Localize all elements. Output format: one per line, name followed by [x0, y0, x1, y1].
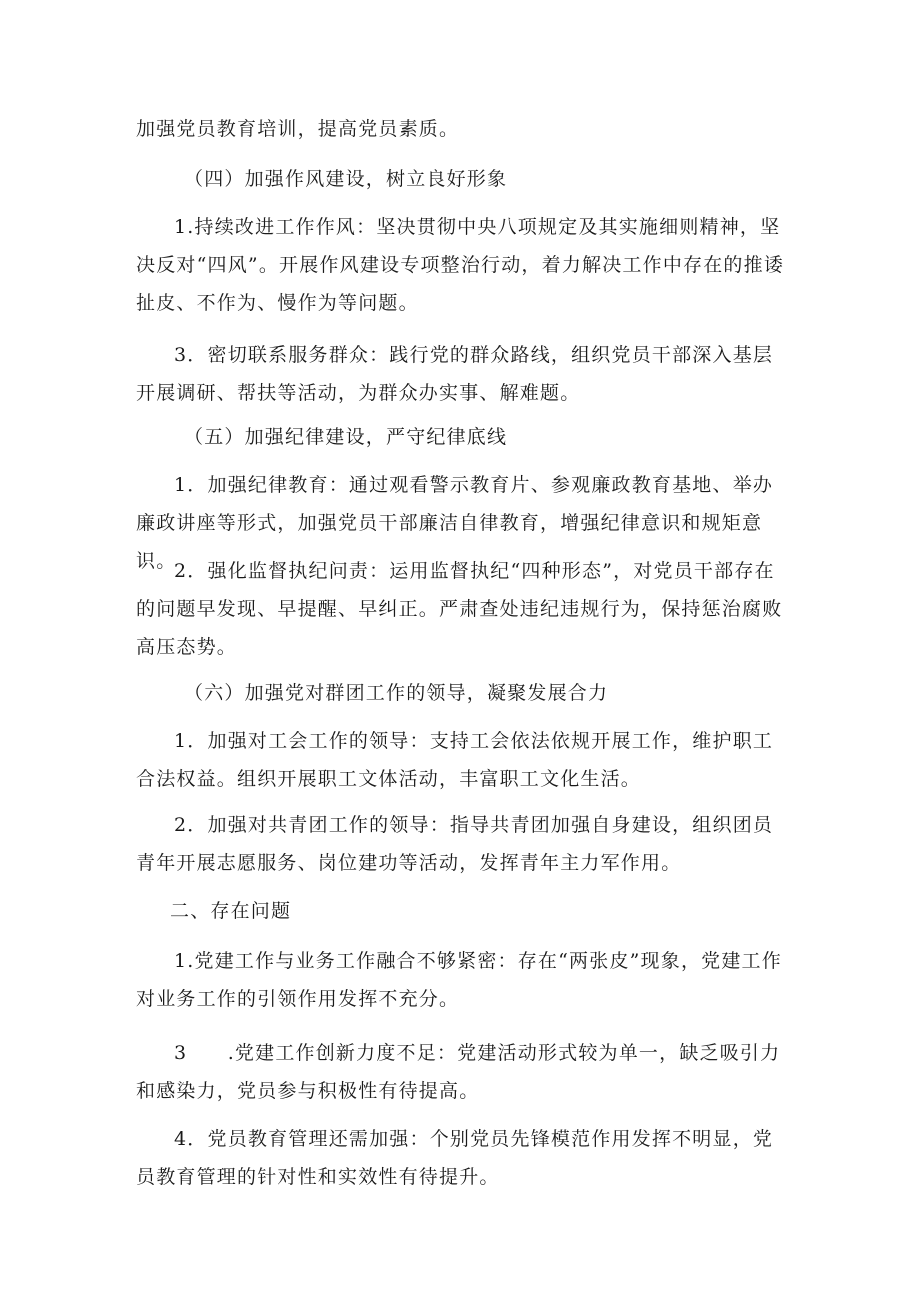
section-heading-problems: 二、存在问题 — [170, 900, 292, 922]
paragraph-continuation: 加强党员教育培训，提高党员素质。 — [136, 118, 460, 140]
paragraph-6-1: 1．加强对工会工作的领导：支持工会依法依规开展工作，维护职工合法权益。组织开展职工文体活动，丰富职工文化生活。 — [136, 730, 774, 790]
problem-item-3: 3 .党建工作创新力度不足：党建活动形式较为单一，缺乏吸引力和感染力，党员参与积极性有待提高。 — [136, 1042, 781, 1102]
section-heading-4: （四）加强作风建设，树立良好形象 — [184, 168, 508, 190]
problem-item-1: 1.党建工作与业务工作融合不够紧密：存在“两张皮”现象，党建工作对业务工作的引领作用发挥不充分。 — [136, 950, 782, 1010]
paragraph-6-2: 2．加强对共青团工作的领导：指导共青团加强自身建设，组织团员青年开展志愿服务、岗位建功等活动，发挥青年主力军作用。 — [136, 814, 774, 874]
paragraph-4-1: 1.持续改进工作作风：坚决贯彻中央八项规定及其实施细则精神，坚决反对“四风”。开展作风建设专项整治行动，着力解决工作中存在的推诿扯皮、不作为、慢作为等问题。 — [136, 216, 785, 314]
paragraph-4-3: 3．密切联系服务群众：践行党的群众路线，组织党员干部深入基层开展调研、帮扶等活动，为群众办实事、解难题。 — [136, 344, 774, 404]
section-heading-5: （五）加强纪律建设，严守纪律底线 — [184, 426, 508, 448]
paragraph-5-1: 1．加强纪律教育：通过观看警示教育片、参观廉政教育基地、举办廉政讲座等形式，加强党员干部廉洁自律教育，增强纪律意识和规矩意识。 — [136, 474, 774, 572]
problem-item-4: 4．党员教育管理还需加强：个别党员先锋模范作用发挥不明显，党员教育管理的针对性和实效性有待提升。 — [136, 1128, 774, 1188]
paragraph-5-2: 2．强化监督执纪问责：运用监督执纪“四种形态”，对党员干部存在的问题早发现、早提醒、早纠正。严肃查处违纪违规行为，保持惩治腐败高压态势。 — [136, 560, 783, 658]
section-heading-6: （六）加强党对群团工作的领导，凝聚发展合力 — [184, 682, 609, 704]
